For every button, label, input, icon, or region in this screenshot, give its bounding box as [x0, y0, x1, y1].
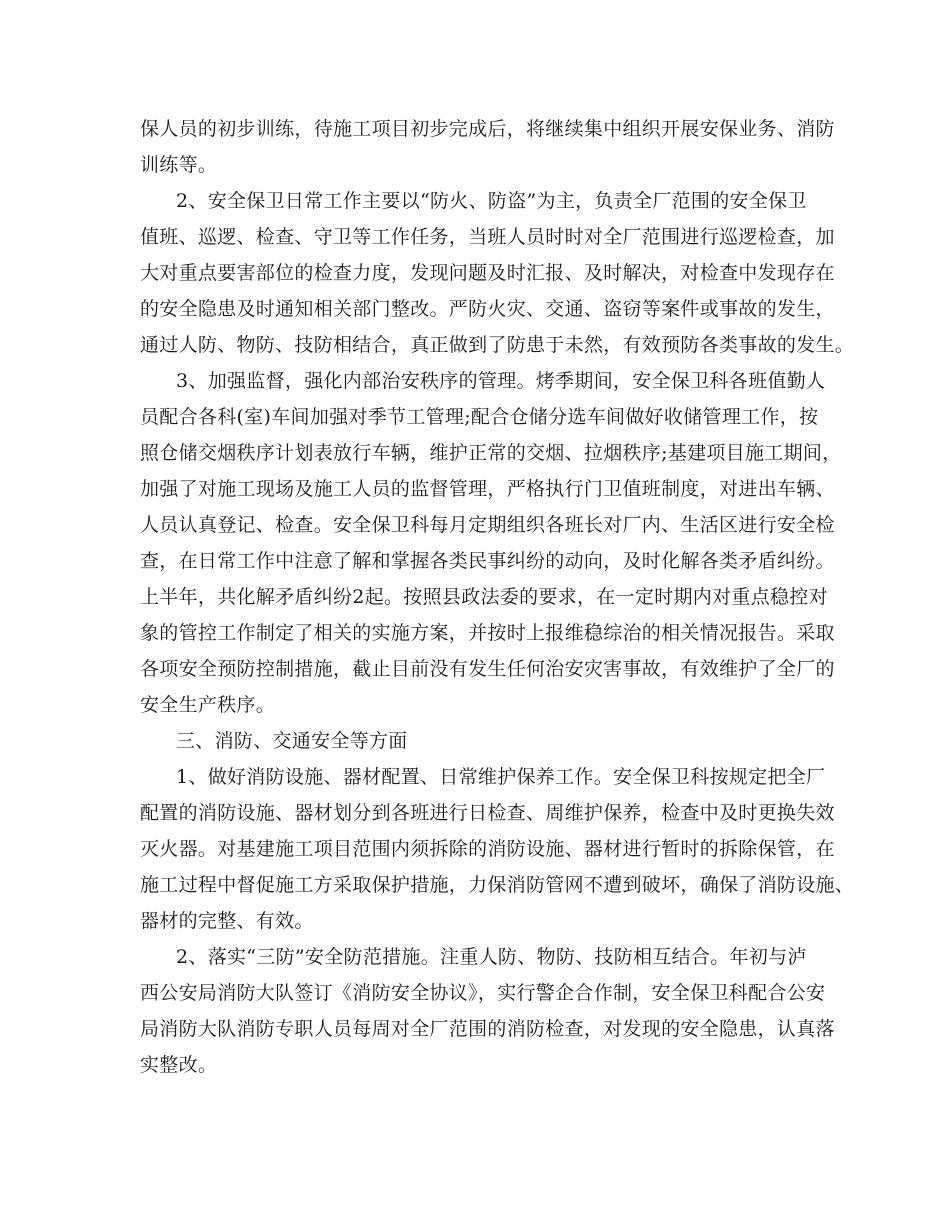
text-line: 的安全隐患及时通知相关部门整改。严防火灾、交通、盗窃等案件或事故的发生， — [140, 298, 835, 320]
text-line: 施工过程中督促施工方采取保护措施，力保消防管网不遭到破坏，确保了消防设施、 — [140, 874, 855, 896]
section-heading: 三、消防、交通安全等方面 — [176, 730, 408, 752]
text-line: 保人员的初步训练，待施工项目初步完成后，将继续集中组织开展安保业务、消防 — [140, 118, 835, 140]
paragraph-start: 2、安全保卫日常工作主要以“防火、防盗”为主，负责全厂范围的安全保卫 — [176, 190, 807, 212]
text-line: 加强了对施工现场及施工人员的监督管理，严格执行门卫值班制度，对进出车辆、 — [140, 478, 835, 500]
text-line: 查，在日常工作中注意了解和掌握各类民事纠纷的动向，及时化解各类矛盾纠纷。 — [140, 550, 835, 572]
text-line: 西公安局消防大队签订《消防安全协议》，实行警企合作制，安全保卫科配合公安 — [140, 982, 826, 1004]
text-line: 训练等。 — [140, 154, 218, 176]
text-line: 大对重点要害部位的检查力度，发现问题及时汇报、及时解决，对检查中发现存在 — [140, 262, 835, 284]
text-line: 上半年，共化解矛盾纠纷2起。按照县政法委的要求，在一定时期内对重点稳控对 — [140, 586, 828, 608]
text-line: 安全生产秩序。 — [140, 694, 276, 716]
text-line: 人员认真登记、检查。安全保卫科每月定期组织各班长对厂内、生活区进行安全检 — [140, 514, 835, 536]
text-line: 灭火器。对基建施工项目范围内须拆除的消防设施、器材进行暂时的拆除保管，在 — [140, 838, 835, 860]
text-line: 员配合各科(室)车间加强对季节工管理;配合仓储分选车间做好收储管理工作，按 — [140, 406, 819, 428]
text-line: 象的管控工作制定了相关的实施方案，并按时上报维稳综治的相关情况报告。采取 — [140, 622, 835, 644]
text-line: 各项安全预防控制措施，截止目前没有发生任何治安灾害事故，有效维护了全厂的 — [140, 658, 835, 680]
text-line: 通过人防、物防、技防相结合，真正做到了防患于未然，有效预防各类事故的发生。 — [140, 334, 855, 356]
text-line: 值班、巡逻、检查、守卫等工作任务，当班人员时时对全厂范围进行巡逻检查，加 — [140, 226, 835, 248]
text-line: 配置的消防设施、器材划分到各班进行日检查、周维护保养，检查中及时更换失效 — [140, 802, 835, 824]
paragraph-start: 2、落实“三防”安全防范措施。注重人防、物防、技防相互结合。年初与泸 — [176, 946, 807, 968]
text-line: 照仓储交烟秩序计划表放行车辆，维护正常的交烟、拉烟秩序;基建项目施工期间， — [140, 442, 842, 464]
paragraph-start: 1、做好消防设施、器材配置、日常维护保养工作。安全保卫科按规定把全厂 — [176, 766, 826, 788]
text-line: 实整改。 — [140, 1054, 218, 1076]
text-line: 器材的完整、有效。 — [140, 910, 314, 932]
text-line: 局消防大队消防专职人员每周对全厂范围的消防检查，对发现的安全隐患，认真落 — [140, 1018, 835, 1040]
paragraph-start: 3、加强监督，强化内部治安秩序的管理。烤季期间，安全保卫科各班值勤人 — [176, 370, 826, 392]
